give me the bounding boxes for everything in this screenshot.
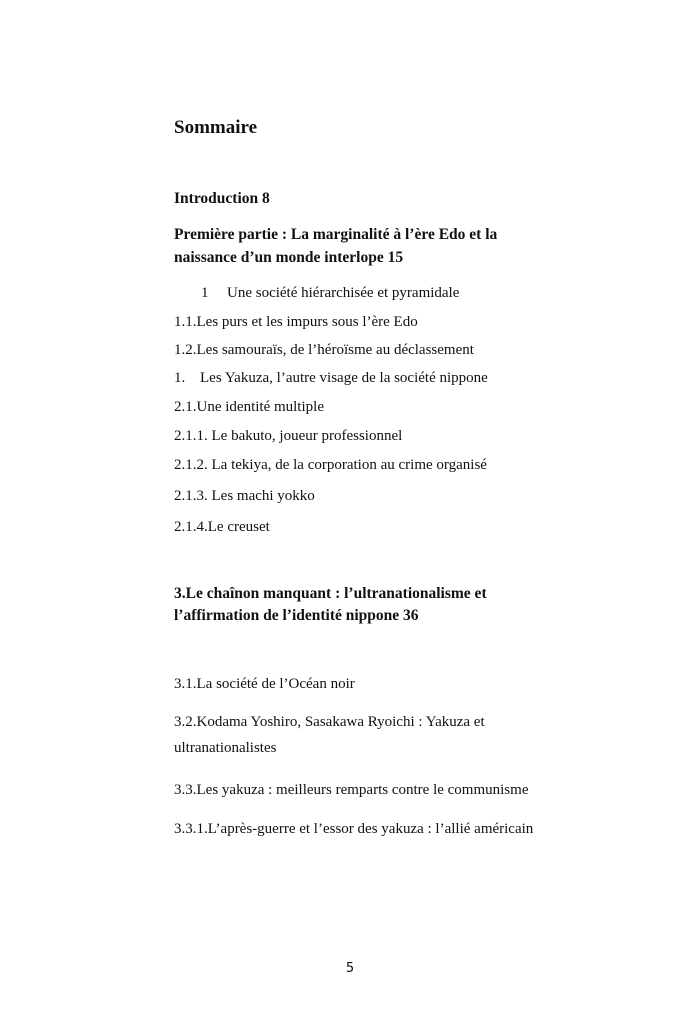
toc-section-3-3: 3.3.Les yakuza : meilleurs remparts contre le communisme (174, 782, 529, 798)
toc-introduction: Introduction 8 (174, 190, 270, 207)
toc-section-3-line1: 3.Le chaînon manquant : l’ultranationalisme et (174, 585, 487, 602)
toc-section-3-1: 3.1.La société de l’Océan noir (174, 676, 355, 692)
toc-section-2-1: 2.1.Une identité multiple (174, 399, 324, 415)
toc-section-2-1-3: 2.1.3. Les machi yokko (174, 488, 315, 504)
page-title: Sommaire (174, 117, 258, 138)
toc-section-3-3-1: 3.3.1.L’après-guerre et l’essor des yakuza : l’allié américain (174, 821, 534, 837)
toc-section-2-1-4: 2.1.4.Le creuset (174, 519, 270, 535)
toc-section-2-text: Les Yakuza, l’autre visage de la société nippone (200, 370, 488, 386)
toc-part1-line2: naissance d’un monde interlope 15 (174, 249, 404, 266)
toc-section-1-1: 1.1.Les purs et les impurs sous l’ère Edo (174, 314, 418, 330)
toc-section-2-number: 1. (174, 370, 186, 386)
toc-section-3-2-line1: 3.2.Kodama Yoshiro, Sasakawa Ryoichi : Yakuza et (174, 714, 485, 730)
toc-section-1 (201, 284, 459, 302)
page-number: 5 (345, 961, 355, 976)
toc-section-3-2-line2: ultranationalistes (174, 740, 277, 756)
toc-section-2-1-1: 2.1.1. Le bakuto, joueur professionnel (174, 428, 403, 444)
toc-section-1-2: 1.2.Les samouraïs, de l’héroïsme au déclassement (174, 342, 474, 358)
toc-section-2 (174, 369, 488, 387)
toc-section-1-number: 1 (201, 285, 209, 301)
toc-section-1-text: Une société hiérarchisée et pyramidale (227, 285, 460, 301)
toc-section-2-1-2: 2.1.2. La tekiya, de la corporation au crime organisé (174, 457, 487, 473)
toc-part1-line1: Première partie : La marginalité à l’ère Edo et la (174, 226, 498, 243)
toc-section-3-line2: l’affirmation de l’identité nippone 36 (174, 607, 419, 624)
